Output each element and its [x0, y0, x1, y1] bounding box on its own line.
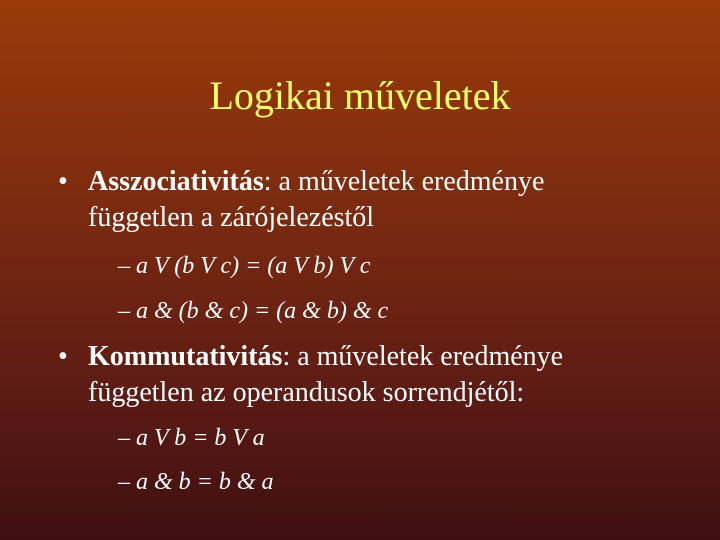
- bullet-text: [58, 164, 698, 236]
- formula: a V (b V c) = (a V b) V c: [136, 253, 371, 279]
- bullet-associativity: [58, 164, 698, 236]
- sub-item-assoc-and: [118, 295, 678, 327]
- term-associativity: Asszociativitás: [88, 166, 264, 197]
- bullet-line1-rest: : a műveletek eredménye: [282, 341, 564, 372]
- sub-item-comm-or: [118, 422, 678, 454]
- term-commutativity: Kommutativitás: [88, 341, 283, 372]
- bullet-line2: független az operandusok sorrendjétől:: [88, 377, 525, 408]
- formula: a & (b & c) = (a & b) & c: [136, 298, 389, 324]
- bullet-line1-rest: : a műveletek eredménye: [263, 166, 545, 197]
- dash: –: [118, 425, 130, 451]
- bullet-dot: •: [58, 166, 68, 197]
- formula: a & b = b & a: [136, 469, 274, 495]
- bullet-commutativity: [58, 339, 698, 411]
- dash: –: [118, 298, 130, 324]
- bullet-line2: független a zárójelezéstől: [88, 202, 375, 233]
- dash: –: [118, 253, 130, 279]
- slide-title: Logikai műveletek: [209, 73, 511, 118]
- formula: a V b = b V a: [136, 425, 265, 451]
- dash: –: [118, 469, 130, 495]
- sub-item-comm-and: [118, 466, 678, 498]
- bullet-dot: •: [58, 341, 68, 372]
- sub-item-assoc-or: [118, 250, 678, 282]
- bullet-text: [58, 339, 698, 411]
